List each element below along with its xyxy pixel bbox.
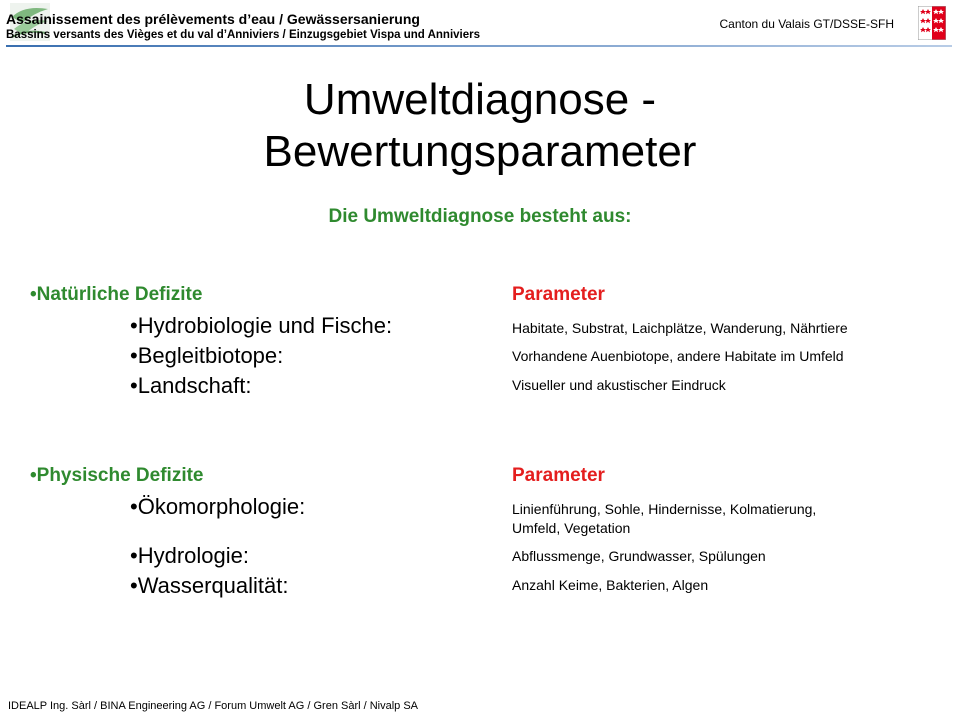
section-heading-natural: •Natürliche Defizite (30, 284, 203, 305)
item-parameters: Visueller und akustischer Eindruck (512, 377, 726, 393)
footer-credits: IDEALP Ing. Sàrl / BINA Engineering AG / Forum Umwelt AG / Gren Sàrl / Nivalp SA (8, 700, 419, 712)
item-label: •Landschaft: (130, 373, 252, 398)
item-label: •Hydrobiologie und Fische: (130, 313, 393, 338)
item-parameters: Anzahl Keime, Bakterien, Algen (512, 577, 709, 593)
item-parameters: Abflussmenge, Grundwasser, Spülungen (512, 548, 766, 564)
item-parameters: Vorhandene Auenbiotope, andere Habitate im Umfeld (512, 348, 844, 364)
item-label: •Wasserqualität: (130, 573, 289, 598)
parameter-heading-natural: Parameter (512, 284, 605, 305)
parameter-heading-physical: Parameter (512, 465, 605, 486)
item-parameters-continued: Umfeld, Vegetation (512, 520, 631, 536)
item-label: •Ökomorphologie: (130, 494, 306, 519)
slide-subtitle: Die Umweltdiagnose besteht aus: (328, 206, 632, 227)
title-line-1: Umweltdiagnose - (303, 75, 657, 124)
title-line-2: Bewertungsparameter (263, 127, 697, 176)
item-label: •Begleitbiotope: (130, 343, 284, 368)
canton-label: Canton du Valais GT/DSSE-SFH (719, 17, 894, 31)
slide-title (0, 74, 960, 178)
valais-flag-icon (918, 6, 946, 40)
section-heading-physical: •Physische Defizite (30, 465, 204, 486)
header-title: Assainissement des prélèvements d’eau / Gewässersanierung (6, 11, 420, 27)
header-divider (6, 45, 952, 47)
item-parameters: Habitate, Substrat, Laichplätze, Wanderung, Nährtiere (512, 320, 848, 336)
item-parameters: Linienführung, Sohle, Hindernisse, Kolmatierung, (512, 501, 817, 517)
item-label: •Hydrologie: (130, 543, 249, 568)
header-subtitle: Bassins versants des Vièges et du val d’Anniviers / Einzugsgebiet Vispa und Anniviers (6, 29, 481, 41)
